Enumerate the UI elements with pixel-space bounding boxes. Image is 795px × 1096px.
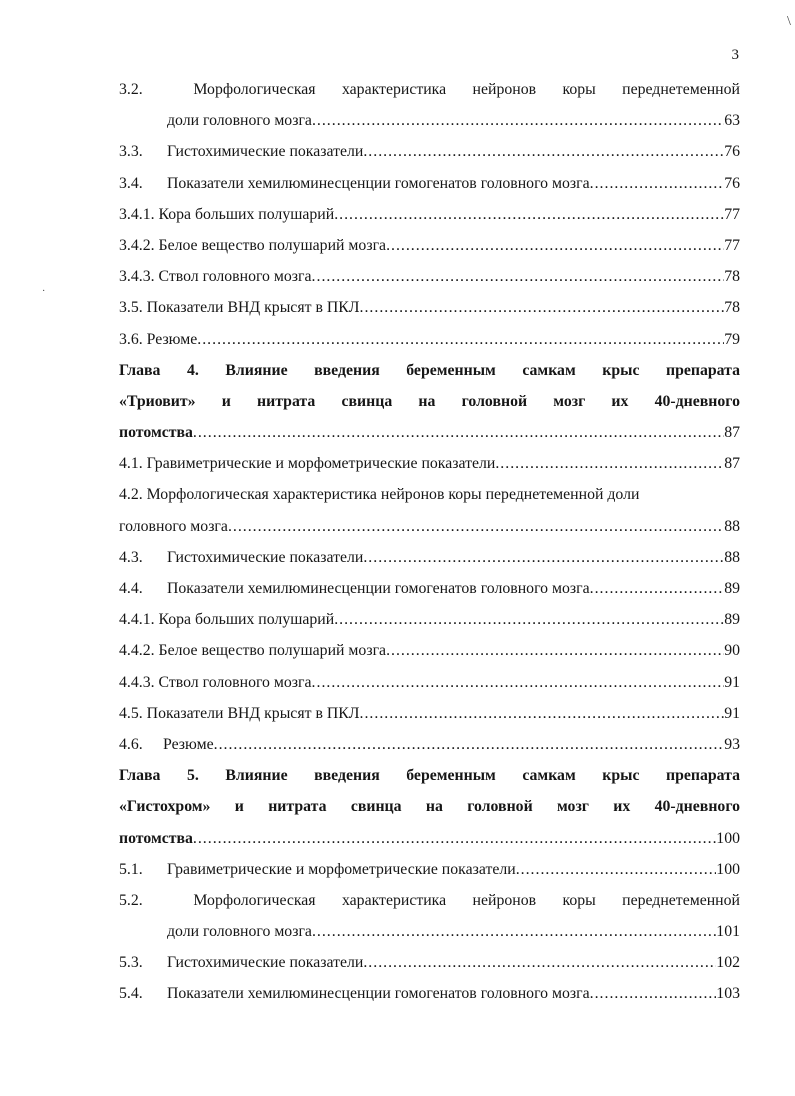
- toc-title: Показатели ВНД крысят в ПКЛ: [146, 704, 360, 722]
- toc-number: 4.1.: [119, 455, 143, 473]
- leader-dots: [495, 448, 724, 479]
- toc-title: Гравиметрические и морфометрические показатели: [146, 455, 496, 473]
- toc-title: Резюме: [146, 330, 198, 348]
- leader-dots: [386, 230, 724, 261]
- toc-title: Кора больших полушарий: [158, 205, 335, 223]
- toc-entry-5-4[interactable]: [119, 978, 740, 1009]
- toc-entry-4-2-cont[interactable]: [119, 511, 740, 542]
- toc-number: 4.5.: [119, 704, 143, 722]
- toc-title: Морфологическая характеристика нейронов коры переднетеменной: [193, 891, 740, 909]
- toc-number: 3.5.: [119, 299, 143, 317]
- toc-chapter-4-line-1[interactable]: [119, 355, 740, 386]
- leader-dots: [590, 978, 717, 1009]
- toc-title-cont: доли головного мозга: [167, 923, 312, 941]
- toc-entry-5-1[interactable]: [119, 854, 740, 885]
- toc-entry-5-2[interactable]: [119, 885, 740, 916]
- leader-dots: [312, 667, 725, 698]
- toc-page: 93: [724, 735, 740, 753]
- toc-title: Показатели ВНД крысят в ПКЛ: [146, 299, 360, 317]
- toc-page: 88: [724, 517, 740, 535]
- toc-entry-3-2[interactable]: [119, 74, 740, 105]
- toc-number: 4.6.: [119, 735, 143, 753]
- toc-number: 4.4.2.: [119, 642, 155, 660]
- scan-mark: \: [787, 14, 791, 29]
- toc-number: 5.2.: [119, 891, 143, 909]
- toc-page: 100: [716, 860, 740, 878]
- page-number: 3: [731, 47, 739, 63]
- leader-dots: [197, 324, 724, 355]
- toc-title: Гистохимические показатели: [167, 143, 364, 161]
- chapter-title-cont: «Гистохром» и нитрата свинца на головной мозг их 40-дневного: [119, 798, 740, 816]
- toc-title: Белое вещество полушарий мозга: [158, 236, 387, 254]
- leader-dots: [312, 916, 716, 947]
- toc-title: Гистохимические показатели: [167, 548, 364, 566]
- toc-title: Гистохимические показатели: [167, 954, 364, 972]
- toc-title: Гравиметрические и морфометрические показатели: [167, 860, 516, 878]
- toc-title: Кора больших полушарий: [158, 611, 335, 629]
- toc-entry-3-4-2[interactable]: [119, 230, 740, 261]
- toc-entry-5-3[interactable]: [119, 947, 740, 978]
- toc-entry-4-5[interactable]: [119, 698, 740, 729]
- leader-dots: [363, 542, 724, 573]
- toc-entry-3-6[interactable]: [119, 324, 740, 355]
- toc-number: 3.4.1.: [119, 205, 155, 223]
- toc-title-cont: доли головного мозга: [167, 112, 312, 130]
- leader-dots: [214, 729, 725, 760]
- toc-page: 91: [724, 704, 740, 722]
- chapter-label: Глава 5.: [119, 767, 199, 785]
- toc-number: 3.4.2.: [119, 236, 155, 254]
- toc-entry-3-4[interactable]: [119, 168, 740, 199]
- toc-chapter-5-line-2: [119, 791, 740, 822]
- toc-title: Ствол головного мозга: [158, 673, 312, 691]
- toc-number: 5.4.: [119, 985, 143, 1003]
- leader-dots: [228, 511, 724, 542]
- toc-entry-4-4-1[interactable]: [119, 604, 740, 635]
- toc-page: 87: [724, 455, 740, 473]
- toc-title: Белое вещество полушарий мозга: [158, 642, 387, 660]
- toc-page: 63: [724, 112, 740, 130]
- toc-title: Морфологическая характеристика нейронов коры переднетеменной доли: [146, 486, 640, 504]
- leader-dots: [334, 199, 724, 230]
- toc-number: 4.4.3.: [119, 673, 155, 691]
- toc-number: 3.3.: [119, 143, 143, 161]
- toc-number: 4.2.: [119, 486, 143, 504]
- leader-dots: [363, 136, 724, 167]
- toc-entry-4-1[interactable]: [119, 448, 740, 479]
- table-of-contents: [119, 74, 740, 1010]
- toc-entry-3-4-1[interactable]: [119, 199, 740, 230]
- toc-entry-3-2-cont[interactable]: [119, 105, 740, 136]
- toc-entry-4-4-2[interactable]: [119, 635, 740, 666]
- toc-chapter-4-line-3[interactable]: [119, 417, 740, 448]
- chapter-title-end: потомства: [119, 829, 193, 847]
- toc-entry-3-3[interactable]: [119, 136, 740, 167]
- chapter-title-cont: «Триовит» и нитрата свинца на головной мозг их 40-дневного: [119, 392, 740, 410]
- toc-chapter-5-line-1[interactable]: [119, 760, 740, 791]
- chapter-label: Глава 4.: [119, 361, 199, 379]
- toc-page: 77: [724, 236, 740, 254]
- toc-title: Показатели хемилюминесценции гомогенатов головного мозга: [167, 174, 590, 192]
- toc-number: 3.4.: [119, 174, 143, 192]
- leader-dots: [360, 698, 725, 729]
- toc-page: 91: [724, 673, 740, 691]
- toc-page: 89: [724, 580, 740, 597]
- leader-dots: [363, 947, 716, 978]
- toc-page: 100: [716, 829, 740, 847]
- toc-entry-5-2-cont[interactable]: [119, 916, 740, 947]
- toc-title: Показатели хемилюминесценции гомогенатов головного мозга: [167, 985, 590, 1003]
- toc-page: 76: [724, 174, 740, 192]
- toc-entry-4-4-3[interactable]: [119, 667, 740, 698]
- toc-page: 90: [724, 642, 740, 660]
- leader-dots: [193, 823, 716, 854]
- toc-number: 3.4.3.: [119, 268, 155, 286]
- leader-dots: [590, 573, 725, 604]
- toc-page: 76: [724, 143, 740, 161]
- toc-page: 101: [716, 923, 740, 941]
- toc-number: 4.4.1.: [119, 611, 155, 629]
- toc-entry-4-6[interactable]: [119, 729, 740, 760]
- leader-dots: [312, 105, 724, 136]
- leader-dots: [590, 168, 725, 199]
- toc-title: Морфологическая характеристика нейронов коры переднетеменной: [193, 81, 740, 98]
- chapter-title: Влияние введения беременным самкам крыс препарата: [225, 361, 740, 379]
- toc-entry-4-3[interactable]: [119, 542, 740, 573]
- toc-entry-3-5[interactable]: [119, 292, 740, 323]
- toc-number: 4.4.: [119, 580, 143, 597]
- toc-page: 89: [724, 611, 740, 629]
- toc-number: 3.2.: [119, 81, 143, 98]
- toc-number: 5.3.: [119, 954, 143, 972]
- toc-page: 102: [716, 954, 740, 972]
- toc-chapter-5-line-3[interactable]: [119, 823, 740, 854]
- chapter-title-end: потомства: [119, 424, 193, 442]
- toc-title: Резюме: [163, 735, 214, 753]
- toc-title: Ствол головного мозга: [158, 268, 312, 286]
- toc-page: 103: [716, 985, 740, 1003]
- leader-dots: [193, 417, 724, 448]
- leader-dots: [386, 635, 724, 666]
- toc-number: 3.6.: [119, 330, 143, 348]
- toc-title-cont: головного мозга: [119, 517, 228, 535]
- toc-title: Показатели хемилюминесценции гомогенатов головного мозга: [167, 580, 590, 597]
- toc-page: 79: [724, 330, 740, 348]
- toc-page: 78: [724, 299, 740, 317]
- toc-entry-4-2[interactable]: [119, 479, 740, 510]
- leader-dots: [312, 261, 725, 292]
- toc-page: 77: [724, 205, 740, 223]
- chapter-title: Влияние введения беременным самкам крыс препарата: [225, 767, 740, 785]
- scan-dot: ·: [42, 286, 46, 297]
- toc-number: 5.1.: [119, 860, 143, 878]
- toc-page: 88: [724, 548, 740, 566]
- toc-entry-3-4-3[interactable]: [119, 261, 740, 292]
- leader-dots: [360, 292, 725, 323]
- toc-chapter-4-line-2: [119, 386, 740, 417]
- toc-number: 4.3.: [119, 548, 143, 566]
- leader-dots: [334, 604, 724, 635]
- toc-entry-4-4[interactable]: [119, 573, 740, 604]
- leader-dots: [516, 854, 717, 885]
- toc-page: 87: [724, 424, 740, 442]
- toc-page: 78: [724, 268, 740, 286]
